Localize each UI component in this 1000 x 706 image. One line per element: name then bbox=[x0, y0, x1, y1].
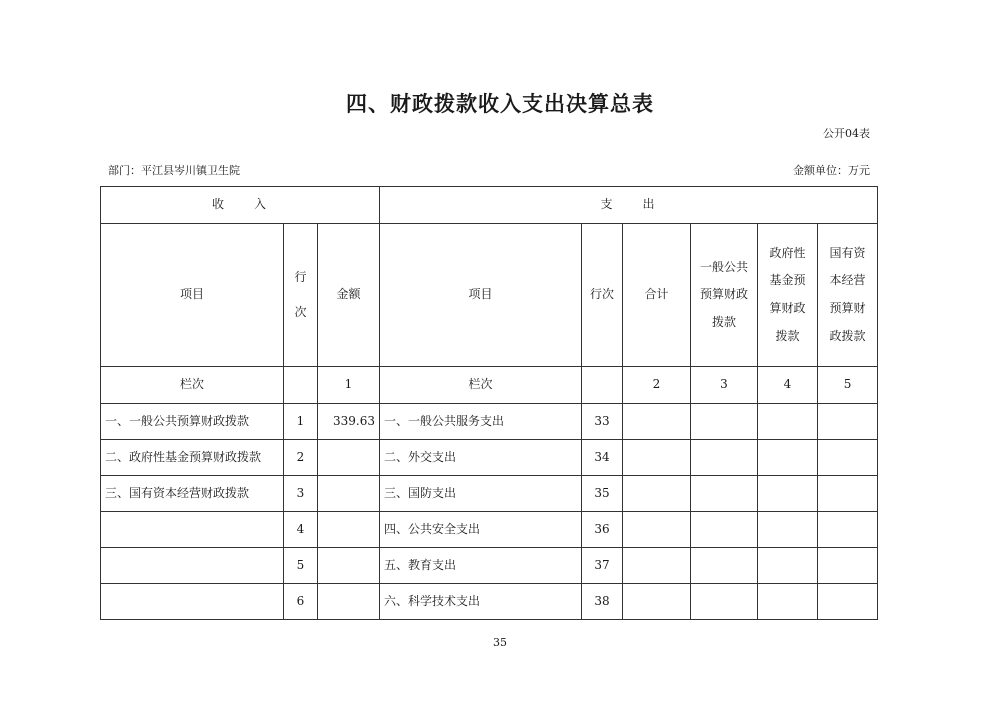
expense-total-header: 合计 bbox=[623, 224, 691, 367]
expense-total-cell bbox=[623, 440, 691, 476]
income-item bbox=[101, 512, 284, 548]
income-line-no-header: 行次 bbox=[284, 224, 318, 367]
page-number: 35 bbox=[493, 636, 507, 649]
gov-fund-cell bbox=[758, 440, 818, 476]
income-amount bbox=[318, 476, 380, 512]
expense-lanci-label: 栏次 bbox=[380, 367, 582, 404]
gov-fund-cell bbox=[758, 404, 818, 440]
income-amount bbox=[318, 584, 380, 620]
state-capital-cell bbox=[818, 548, 878, 584]
general-budget-cell bbox=[691, 512, 758, 548]
expense-item: 五、教育支出 bbox=[380, 548, 582, 584]
general-budget-header: 一般公共预算财政拨款 bbox=[691, 224, 758, 367]
col-5-number: 5 bbox=[818, 367, 878, 404]
column-header-row bbox=[101, 224, 878, 367]
income-item bbox=[101, 584, 284, 620]
general-budget-cell bbox=[691, 476, 758, 512]
state-capital-cell bbox=[818, 404, 878, 440]
department-label: 部门：平江县岑川镇卫生院 bbox=[108, 164, 240, 177]
income-lanci-label: 栏次 bbox=[101, 367, 284, 404]
expense-line-no: 37 bbox=[582, 548, 623, 584]
expense-line-no: 34 bbox=[582, 440, 623, 476]
fiscal-appropriation-table bbox=[100, 186, 878, 620]
col-3-number: 3 bbox=[691, 367, 758, 404]
form-number: 公开04表 bbox=[823, 127, 870, 140]
expense-line-no-header: 行次 bbox=[582, 224, 623, 367]
table-row bbox=[101, 440, 878, 476]
expense-lanci-line-cell bbox=[582, 367, 623, 404]
amount-unit-label: 金额单位：万元 bbox=[793, 164, 870, 177]
state-capital-cell bbox=[818, 440, 878, 476]
income-amount bbox=[318, 512, 380, 548]
table-row bbox=[101, 584, 878, 620]
state-capital-cell bbox=[818, 476, 878, 512]
expense-line-no: 33 bbox=[582, 404, 623, 440]
expense-line-no: 35 bbox=[582, 476, 623, 512]
lanci-row bbox=[101, 367, 878, 404]
income-section-header: 收 入 bbox=[101, 187, 380, 224]
general-budget-cell bbox=[691, 584, 758, 620]
expense-item: 六、科学技术支出 bbox=[380, 584, 582, 620]
table-row bbox=[101, 512, 878, 548]
table-row bbox=[101, 548, 878, 584]
state-capital-cell bbox=[818, 584, 878, 620]
income-line-no: 1 bbox=[284, 404, 318, 440]
income-item: 一、一般公共预算财政拨款 bbox=[101, 404, 284, 440]
expense-total-cell bbox=[623, 512, 691, 548]
expense-item: 四、公共安全支出 bbox=[380, 512, 582, 548]
gov-fund-cell bbox=[758, 548, 818, 584]
expense-item-header: 项目 bbox=[380, 224, 582, 367]
expense-total-cell bbox=[623, 548, 691, 584]
report-title: 四、财政拨款收入支出决算总表 bbox=[346, 92, 654, 116]
gov-fund-header: 政府性基金预算财政拨款 bbox=[758, 224, 818, 367]
general-budget-cell bbox=[691, 404, 758, 440]
income-line-no: 3 bbox=[284, 476, 318, 512]
income-line-no: 4 bbox=[284, 512, 318, 548]
income-amount bbox=[318, 440, 380, 476]
general-budget-cell bbox=[691, 440, 758, 476]
state-capital-header: 国有资本经营预算财政拨款 bbox=[818, 224, 878, 367]
income-lanci-line-cell bbox=[284, 367, 318, 404]
income-line-no: 5 bbox=[284, 548, 318, 584]
table-row bbox=[101, 404, 878, 440]
gov-fund-cell bbox=[758, 584, 818, 620]
income-item: 三、国有资本经营财政拨款 bbox=[101, 476, 284, 512]
col-4-number: 4 bbox=[758, 367, 818, 404]
income-item-header: 项目 bbox=[101, 224, 284, 367]
income-line-no: 6 bbox=[284, 584, 318, 620]
income-item: 二、政府性基金预算财政拨款 bbox=[101, 440, 284, 476]
income-amount: 339.63 bbox=[318, 404, 380, 440]
income-line-no: 2 bbox=[284, 440, 318, 476]
income-amount-header: 金额 bbox=[318, 224, 380, 367]
expense-total-cell bbox=[623, 404, 691, 440]
section-header-row bbox=[101, 187, 878, 224]
expense-line-no: 36 bbox=[582, 512, 623, 548]
income-item bbox=[101, 548, 284, 584]
gov-fund-cell bbox=[758, 512, 818, 548]
amount-col-number: 1 bbox=[318, 367, 380, 404]
state-capital-cell bbox=[818, 512, 878, 548]
expense-section-header: 支 出 bbox=[380, 187, 878, 224]
expense-total-cell bbox=[623, 476, 691, 512]
expense-total-cell bbox=[623, 584, 691, 620]
expense-item: 一、一般公共服务支出 bbox=[380, 404, 582, 440]
general-budget-cell bbox=[691, 548, 758, 584]
expense-item: 二、外交支出 bbox=[380, 440, 582, 476]
expense-item: 三、国防支出 bbox=[380, 476, 582, 512]
income-amount bbox=[318, 548, 380, 584]
gov-fund-cell bbox=[758, 476, 818, 512]
table-row bbox=[101, 476, 878, 512]
col-2-number: 2 bbox=[623, 367, 691, 404]
expense-line-no: 38 bbox=[582, 584, 623, 620]
